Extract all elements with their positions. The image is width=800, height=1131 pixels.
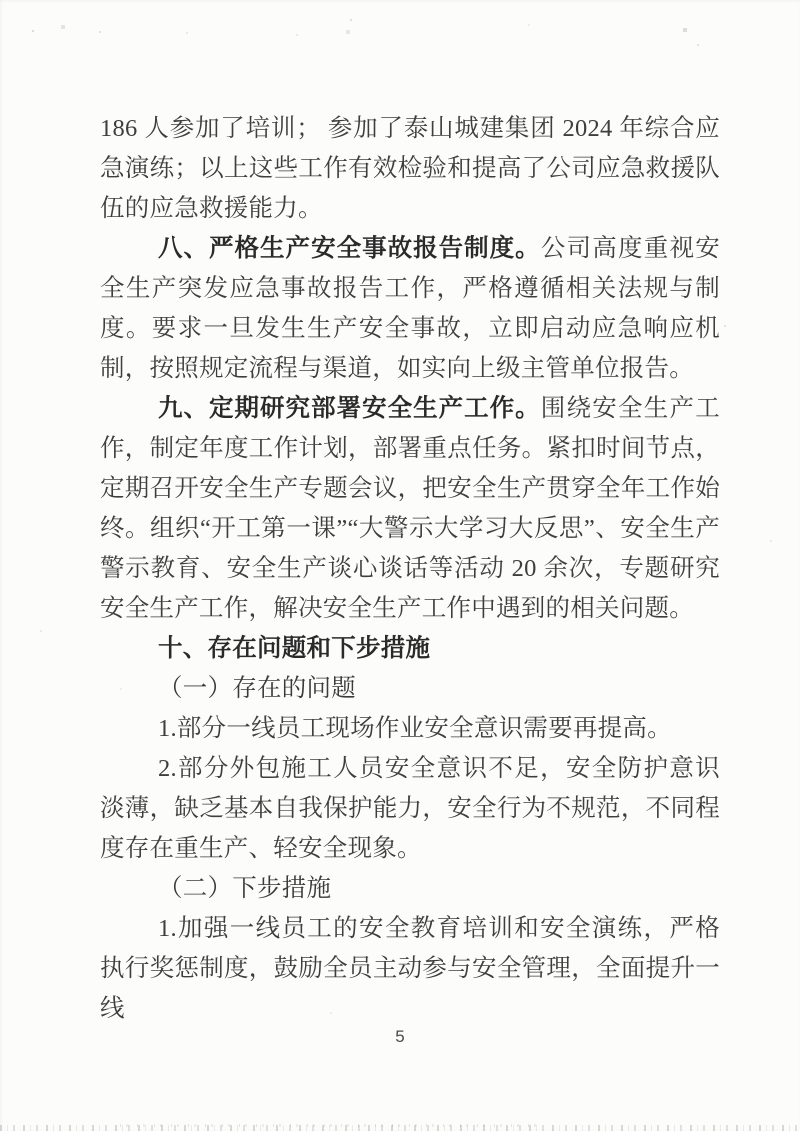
paragraph-problem-2 (100, 749, 720, 869)
paragraph-section-eight (100, 229, 720, 389)
section-ten-heading-text: 十、存在问题和下步措施 (158, 635, 431, 662)
subheading-problems-text: （一）存在的问题 (158, 675, 356, 702)
subheading-next-steps-text: （二）下步措施 (158, 875, 332, 902)
paragraph-section-nine (100, 389, 720, 629)
paragraph-problem-1-text: 1.部分一线员工现场作业安全意识需要再提高。 (158, 715, 672, 742)
section-nine-body: 围绕安全生产工作，制定年度工作计划，部署重点任务。紧扣时间节点，定期召开安全生产专题会议，把安全生产贯穿全年工作始终。组织“开工第一课”“大警示大学习大反思”、安全生产警示教育、安全生产谈心谈话等活动 20 余次，专题研究安全生产工作，解决安全生产工作中遇到的相关问题。 (100, 395, 721, 622)
subheading-problems (100, 669, 720, 709)
scan-noise-specks (0, 0, 2, 2)
section-nine-title: 九、定期研究部署安全生产工作。 (158, 395, 541, 422)
scan-noise-bottom-edge-2 (120, 1124, 540, 1127)
document-body (100, 109, 720, 1029)
paragraph-problem-1 (100, 709, 720, 749)
paragraph-measure-1 (100, 909, 720, 1029)
section-eight-body: 公司高度重视安全生产突发应急事故报告工作，严格遵循相关法规与制度。要求一旦发生生产安全事故，立即启动应急响应机制，按照规定流程与渠道，如实向上级主管单位报告。 (100, 235, 721, 382)
section-ten-heading (100, 629, 720, 669)
paragraph-measure-1-text: 1.加强一线员工的安全教育培训和安全演练，严格执行奖惩制度，鼓励全员主动参与安全管理，全面提升一线 (100, 915, 720, 1022)
paragraph-emergency-training-text: 186 人参加了培训； 参加了泰山城建集团 2024 年综合应急演练；以上这些工作有效检验和提高了公司应急救援队伍的应急救援能力。 (100, 115, 720, 222)
paragraph-problem-2-text: 2.部分外包施工人员安全意识不足，安全防护意识淡薄，缺乏基本自我保护能力，安全行为不规范，不同程度存在重生产、轻安全现象。 (100, 755, 720, 862)
subheading-next-steps (100, 869, 720, 909)
paragraph-emergency-training (100, 109, 720, 229)
section-eight-title: 八、严格生产安全事故报告制度。 (158, 235, 541, 262)
page-number: 5 (395, 1027, 405, 1046)
